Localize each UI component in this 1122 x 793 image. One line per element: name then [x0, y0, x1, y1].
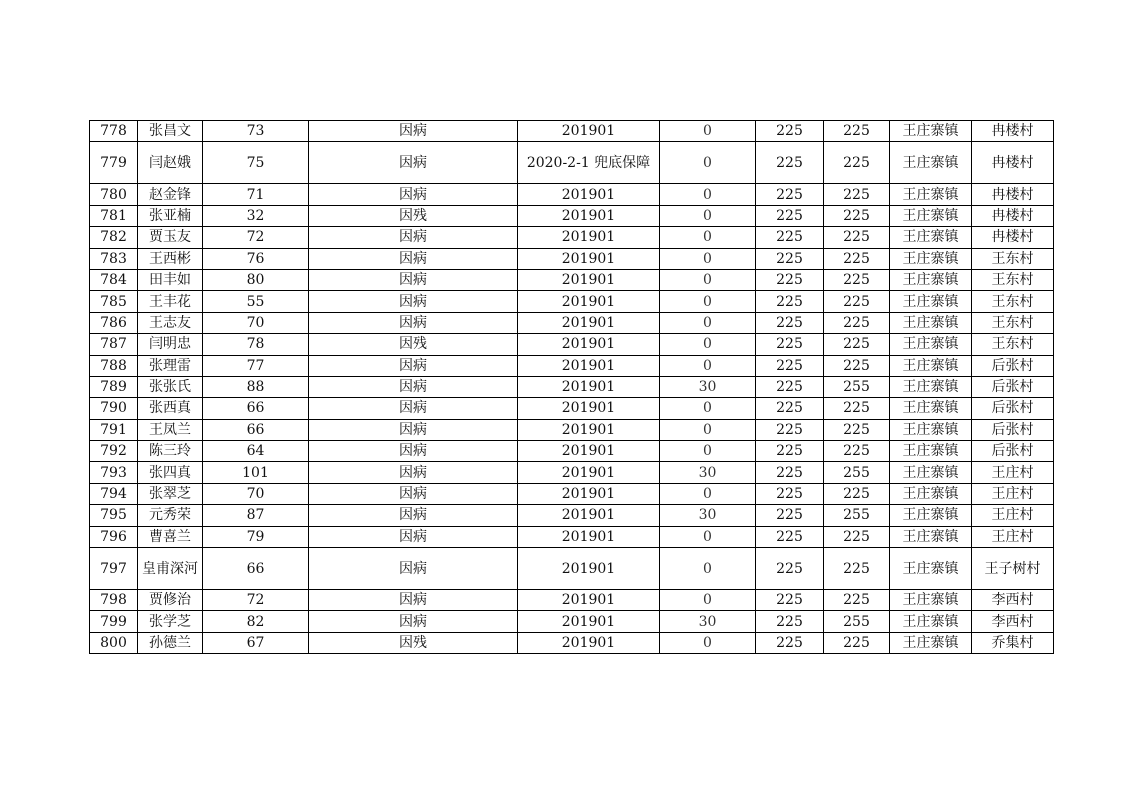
total-amount-cell: 255 [824, 505, 890, 526]
table-row [90, 312, 1054, 333]
town-cell: 王庄寨镇 [890, 505, 972, 526]
base-amount-cell: 225 [756, 526, 824, 547]
table-row [90, 376, 1054, 397]
village-cell: 王东村 [972, 312, 1054, 333]
name-cell: 张张氏 [138, 376, 203, 397]
extra-amount-cell: 0 [660, 248, 756, 269]
start-date-cell: 201901 [518, 269, 660, 290]
reason-cell: 因病 [309, 526, 518, 547]
start-date-cell: 201901 [518, 590, 660, 611]
total-amount-cell: 225 [824, 121, 890, 142]
table-row [90, 205, 1054, 226]
base-amount-cell: 225 [756, 269, 824, 290]
age-cell: 71 [203, 184, 309, 205]
village-cell: 后张村 [972, 376, 1054, 397]
village-cell: 王庄村 [972, 462, 1054, 483]
name-cell: 王凤兰 [138, 419, 203, 440]
start-date-cell: 201901 [518, 398, 660, 419]
reason-cell: 因病 [309, 590, 518, 611]
name-cell: 闫明忠 [138, 334, 203, 355]
name-cell: 张理雷 [138, 355, 203, 376]
town-cell: 王庄寨镇 [890, 548, 972, 590]
table-row [90, 505, 1054, 526]
base-amount-cell: 225 [756, 248, 824, 269]
total-amount-cell: 225 [824, 526, 890, 547]
name-cell: 王丰花 [138, 291, 203, 312]
village-cell: 冉楼村 [972, 227, 1054, 248]
row-number-cell: 784 [90, 269, 138, 290]
age-cell: 64 [203, 441, 309, 462]
base-amount-cell: 225 [756, 205, 824, 226]
village-cell: 冉楼村 [972, 184, 1054, 205]
row-number-cell: 792 [90, 441, 138, 462]
age-cell: 77 [203, 355, 309, 376]
base-amount-cell: 225 [756, 505, 824, 526]
start-date-cell: 201901 [518, 121, 660, 142]
extra-amount-cell: 0 [660, 142, 756, 184]
village-cell: 王庄村 [972, 526, 1054, 547]
table-row [90, 526, 1054, 547]
start-date-cell: 201901 [518, 462, 660, 483]
name-cell: 曹喜兰 [138, 526, 203, 547]
town-cell: 王庄寨镇 [890, 526, 972, 547]
total-amount-cell: 225 [824, 441, 890, 462]
base-amount-cell: 225 [756, 142, 824, 184]
base-amount-cell: 225 [756, 590, 824, 611]
reason-cell: 因病 [309, 248, 518, 269]
row-number-cell: 794 [90, 483, 138, 504]
name-cell: 皇甫深河 [138, 548, 203, 590]
start-date-cell: 201901 [518, 248, 660, 269]
village-cell: 冉楼村 [972, 142, 1054, 184]
village-cell: 王东村 [972, 334, 1054, 355]
town-cell: 王庄寨镇 [890, 142, 972, 184]
reason-cell: 因病 [309, 548, 518, 590]
village-cell: 王东村 [972, 291, 1054, 312]
base-amount-cell: 225 [756, 291, 824, 312]
total-amount-cell: 225 [824, 355, 890, 376]
extra-amount-cell: 0 [660, 312, 756, 333]
base-amount-cell: 225 [756, 184, 824, 205]
reason-cell: 因病 [309, 121, 518, 142]
row-number-cell: 781 [90, 205, 138, 226]
name-cell: 赵金锋 [138, 184, 203, 205]
row-number-cell: 779 [90, 142, 138, 184]
age-cell: 82 [203, 611, 309, 632]
name-cell: 贾玉友 [138, 227, 203, 248]
start-date-cell: 201901 [518, 483, 660, 504]
table-row [90, 611, 1054, 632]
name-cell: 田丰如 [138, 269, 203, 290]
village-cell: 李西村 [972, 590, 1054, 611]
name-cell: 元秀荣 [138, 505, 203, 526]
base-amount-cell: 225 [756, 376, 824, 397]
base-amount-cell: 225 [756, 398, 824, 419]
village-cell: 后张村 [972, 398, 1054, 419]
reason-cell: 因病 [309, 142, 518, 184]
start-date-cell: 201901 [518, 227, 660, 248]
start-date-cell: 201901 [518, 205, 660, 226]
extra-amount-cell: 0 [660, 355, 756, 376]
name-cell: 张昌文 [138, 121, 203, 142]
age-cell: 101 [203, 462, 309, 483]
start-date-cell: 201901 [518, 355, 660, 376]
row-number-cell: 800 [90, 632, 138, 653]
table-row [90, 632, 1054, 653]
town-cell: 王庄寨镇 [890, 248, 972, 269]
reason-cell: 因残 [309, 632, 518, 653]
row-number-cell: 783 [90, 248, 138, 269]
table-row [90, 483, 1054, 504]
age-cell: 32 [203, 205, 309, 226]
name-cell: 王志友 [138, 312, 203, 333]
name-cell: 张翠芝 [138, 483, 203, 504]
total-amount-cell: 225 [824, 291, 890, 312]
town-cell: 王庄寨镇 [890, 355, 972, 376]
extra-amount-cell: 0 [660, 121, 756, 142]
name-cell: 张四真 [138, 462, 203, 483]
table-body [90, 121, 1054, 654]
age-cell: 67 [203, 632, 309, 653]
reason-cell: 因病 [309, 398, 518, 419]
total-amount-cell: 225 [824, 248, 890, 269]
reason-cell: 因病 [309, 184, 518, 205]
name-cell: 张亚楠 [138, 205, 203, 226]
row-number-cell: 785 [90, 291, 138, 312]
reason-cell: 因残 [309, 334, 518, 355]
base-amount-cell: 225 [756, 548, 824, 590]
reason-cell: 因病 [309, 291, 518, 312]
extra-amount-cell: 0 [660, 334, 756, 355]
total-amount-cell: 225 [824, 483, 890, 504]
start-date-cell: 201901 [518, 611, 660, 632]
total-amount-cell: 225 [824, 590, 890, 611]
row-number-cell: 799 [90, 611, 138, 632]
base-amount-cell: 225 [756, 355, 824, 376]
extra-amount-cell: 30 [660, 505, 756, 526]
age-cell: 72 [203, 590, 309, 611]
age-cell: 66 [203, 419, 309, 440]
age-cell: 66 [203, 398, 309, 419]
row-number-cell: 791 [90, 419, 138, 440]
town-cell: 王庄寨镇 [890, 590, 972, 611]
extra-amount-cell: 0 [660, 205, 756, 226]
age-cell: 55 [203, 291, 309, 312]
table-row [90, 121, 1054, 142]
age-cell: 78 [203, 334, 309, 355]
town-cell: 王庄寨镇 [890, 334, 972, 355]
reason-cell: 因病 [309, 227, 518, 248]
extra-amount-cell: 30 [660, 462, 756, 483]
village-cell: 冉楼村 [972, 205, 1054, 226]
town-cell: 王庄寨镇 [890, 291, 972, 312]
table-row [90, 142, 1054, 184]
row-number-cell: 795 [90, 505, 138, 526]
town-cell: 王庄寨镇 [890, 376, 972, 397]
start-date-cell: 201901 [518, 291, 660, 312]
age-cell: 75 [203, 142, 309, 184]
base-amount-cell: 225 [756, 334, 824, 355]
town-cell: 王庄寨镇 [890, 462, 972, 483]
table-row [90, 355, 1054, 376]
table-row [90, 590, 1054, 611]
reason-cell: 因残 [309, 205, 518, 226]
start-date-cell: 201901 [518, 376, 660, 397]
village-cell: 王东村 [972, 248, 1054, 269]
table-row [90, 248, 1054, 269]
age-cell: 88 [203, 376, 309, 397]
village-cell: 李西村 [972, 611, 1054, 632]
name-cell: 闫赵娥 [138, 142, 203, 184]
reason-cell: 因病 [309, 505, 518, 526]
town-cell: 王庄寨镇 [890, 184, 972, 205]
reason-cell: 因病 [309, 611, 518, 632]
start-date-cell: 201901 [518, 632, 660, 653]
town-cell: 王庄寨镇 [890, 398, 972, 419]
total-amount-cell: 225 [824, 227, 890, 248]
extra-amount-cell: 0 [660, 184, 756, 205]
village-cell: 王子树村 [972, 548, 1054, 590]
table-row [90, 291, 1054, 312]
village-cell: 后张村 [972, 419, 1054, 440]
base-amount-cell: 225 [756, 227, 824, 248]
row-number-cell: 778 [90, 121, 138, 142]
total-amount-cell: 255 [824, 462, 890, 483]
village-cell: 冉楼村 [972, 121, 1054, 142]
total-amount-cell: 225 [824, 548, 890, 590]
age-cell: 70 [203, 312, 309, 333]
name-cell: 贾修治 [138, 590, 203, 611]
reason-cell: 因病 [309, 441, 518, 462]
age-cell: 76 [203, 248, 309, 269]
total-amount-cell: 225 [824, 398, 890, 419]
town-cell: 王庄寨镇 [890, 419, 972, 440]
reason-cell: 因病 [309, 355, 518, 376]
row-number-cell: 782 [90, 227, 138, 248]
village-cell: 王庄村 [972, 483, 1054, 504]
start-date-cell: 201901 [518, 505, 660, 526]
age-cell: 73 [203, 121, 309, 142]
total-amount-cell: 225 [824, 419, 890, 440]
total-amount-cell: 225 [824, 205, 890, 226]
village-cell: 王庄村 [972, 505, 1054, 526]
total-amount-cell: 225 [824, 184, 890, 205]
name-cell: 王西彬 [138, 248, 203, 269]
age-cell: 70 [203, 483, 309, 504]
row-number-cell: 789 [90, 376, 138, 397]
base-amount-cell: 225 [756, 611, 824, 632]
age-cell: 87 [203, 505, 309, 526]
reason-cell: 因病 [309, 462, 518, 483]
extra-amount-cell: 0 [660, 632, 756, 653]
base-amount-cell: 225 [756, 462, 824, 483]
village-cell: 后张村 [972, 441, 1054, 462]
town-cell: 王庄寨镇 [890, 611, 972, 632]
start-date-cell: 201901 [518, 334, 660, 355]
total-amount-cell: 225 [824, 334, 890, 355]
extra-amount-cell: 0 [660, 548, 756, 590]
village-cell: 后张村 [972, 355, 1054, 376]
start-date-cell: 201901 [518, 312, 660, 333]
extra-amount-cell: 0 [660, 526, 756, 547]
name-cell: 陈三玲 [138, 441, 203, 462]
start-date-cell: 201901 [518, 548, 660, 590]
town-cell: 王庄寨镇 [890, 269, 972, 290]
age-cell: 80 [203, 269, 309, 290]
row-number-cell: 788 [90, 355, 138, 376]
name-cell: 孙德兰 [138, 632, 203, 653]
row-number-cell: 790 [90, 398, 138, 419]
row-number-cell: 798 [90, 590, 138, 611]
table-row [90, 227, 1054, 248]
base-amount-cell: 225 [756, 483, 824, 504]
reason-cell: 因病 [309, 269, 518, 290]
row-number-cell: 793 [90, 462, 138, 483]
start-date-cell: 2020-2-1 兜底保障 [518, 142, 660, 184]
town-cell: 王庄寨镇 [890, 205, 972, 226]
start-date-cell: 201901 [518, 526, 660, 547]
base-amount-cell: 225 [756, 312, 824, 333]
base-amount-cell: 225 [756, 121, 824, 142]
age-cell: 79 [203, 526, 309, 547]
extra-amount-cell: 0 [660, 291, 756, 312]
total-amount-cell: 225 [824, 269, 890, 290]
extra-amount-cell: 0 [660, 590, 756, 611]
extra-amount-cell: 0 [660, 269, 756, 290]
table-row [90, 548, 1054, 590]
town-cell: 王庄寨镇 [890, 312, 972, 333]
row-number-cell: 780 [90, 184, 138, 205]
start-date-cell: 201901 [518, 419, 660, 440]
row-number-cell: 797 [90, 548, 138, 590]
total-amount-cell: 225 [824, 312, 890, 333]
town-cell: 王庄寨镇 [890, 632, 972, 653]
extra-amount-cell: 0 [660, 398, 756, 419]
name-cell: 张学芝 [138, 611, 203, 632]
start-date-cell: 201901 [518, 441, 660, 462]
base-amount-cell: 225 [756, 441, 824, 462]
extra-amount-cell: 30 [660, 611, 756, 632]
town-cell: 王庄寨镇 [890, 441, 972, 462]
reason-cell: 因病 [309, 419, 518, 440]
table-row [90, 462, 1054, 483]
table-row [90, 441, 1054, 462]
reason-cell: 因病 [309, 483, 518, 504]
total-amount-cell: 225 [824, 142, 890, 184]
age-cell: 66 [203, 548, 309, 590]
village-cell: 乔集村 [972, 632, 1054, 653]
town-cell: 王庄寨镇 [890, 483, 972, 504]
table-row [90, 419, 1054, 440]
start-date-cell: 201901 [518, 184, 660, 205]
table-row [90, 398, 1054, 419]
table-row [90, 269, 1054, 290]
reason-cell: 因病 [309, 376, 518, 397]
total-amount-cell: 255 [824, 611, 890, 632]
relief-roster-table [89, 120, 1054, 654]
row-number-cell: 786 [90, 312, 138, 333]
base-amount-cell: 225 [756, 419, 824, 440]
extra-amount-cell: 0 [660, 441, 756, 462]
row-number-cell: 787 [90, 334, 138, 355]
extra-amount-cell: 0 [660, 483, 756, 504]
row-number-cell: 796 [90, 526, 138, 547]
name-cell: 张西真 [138, 398, 203, 419]
extra-amount-cell: 30 [660, 376, 756, 397]
base-amount-cell: 225 [756, 632, 824, 653]
town-cell: 王庄寨镇 [890, 227, 972, 248]
table-row [90, 184, 1054, 205]
age-cell: 72 [203, 227, 309, 248]
reason-cell: 因病 [309, 312, 518, 333]
total-amount-cell: 225 [824, 632, 890, 653]
extra-amount-cell: 0 [660, 419, 756, 440]
village-cell: 王东村 [972, 269, 1054, 290]
extra-amount-cell: 0 [660, 227, 756, 248]
town-cell: 王庄寨镇 [890, 121, 972, 142]
total-amount-cell: 255 [824, 376, 890, 397]
table-row [90, 334, 1054, 355]
